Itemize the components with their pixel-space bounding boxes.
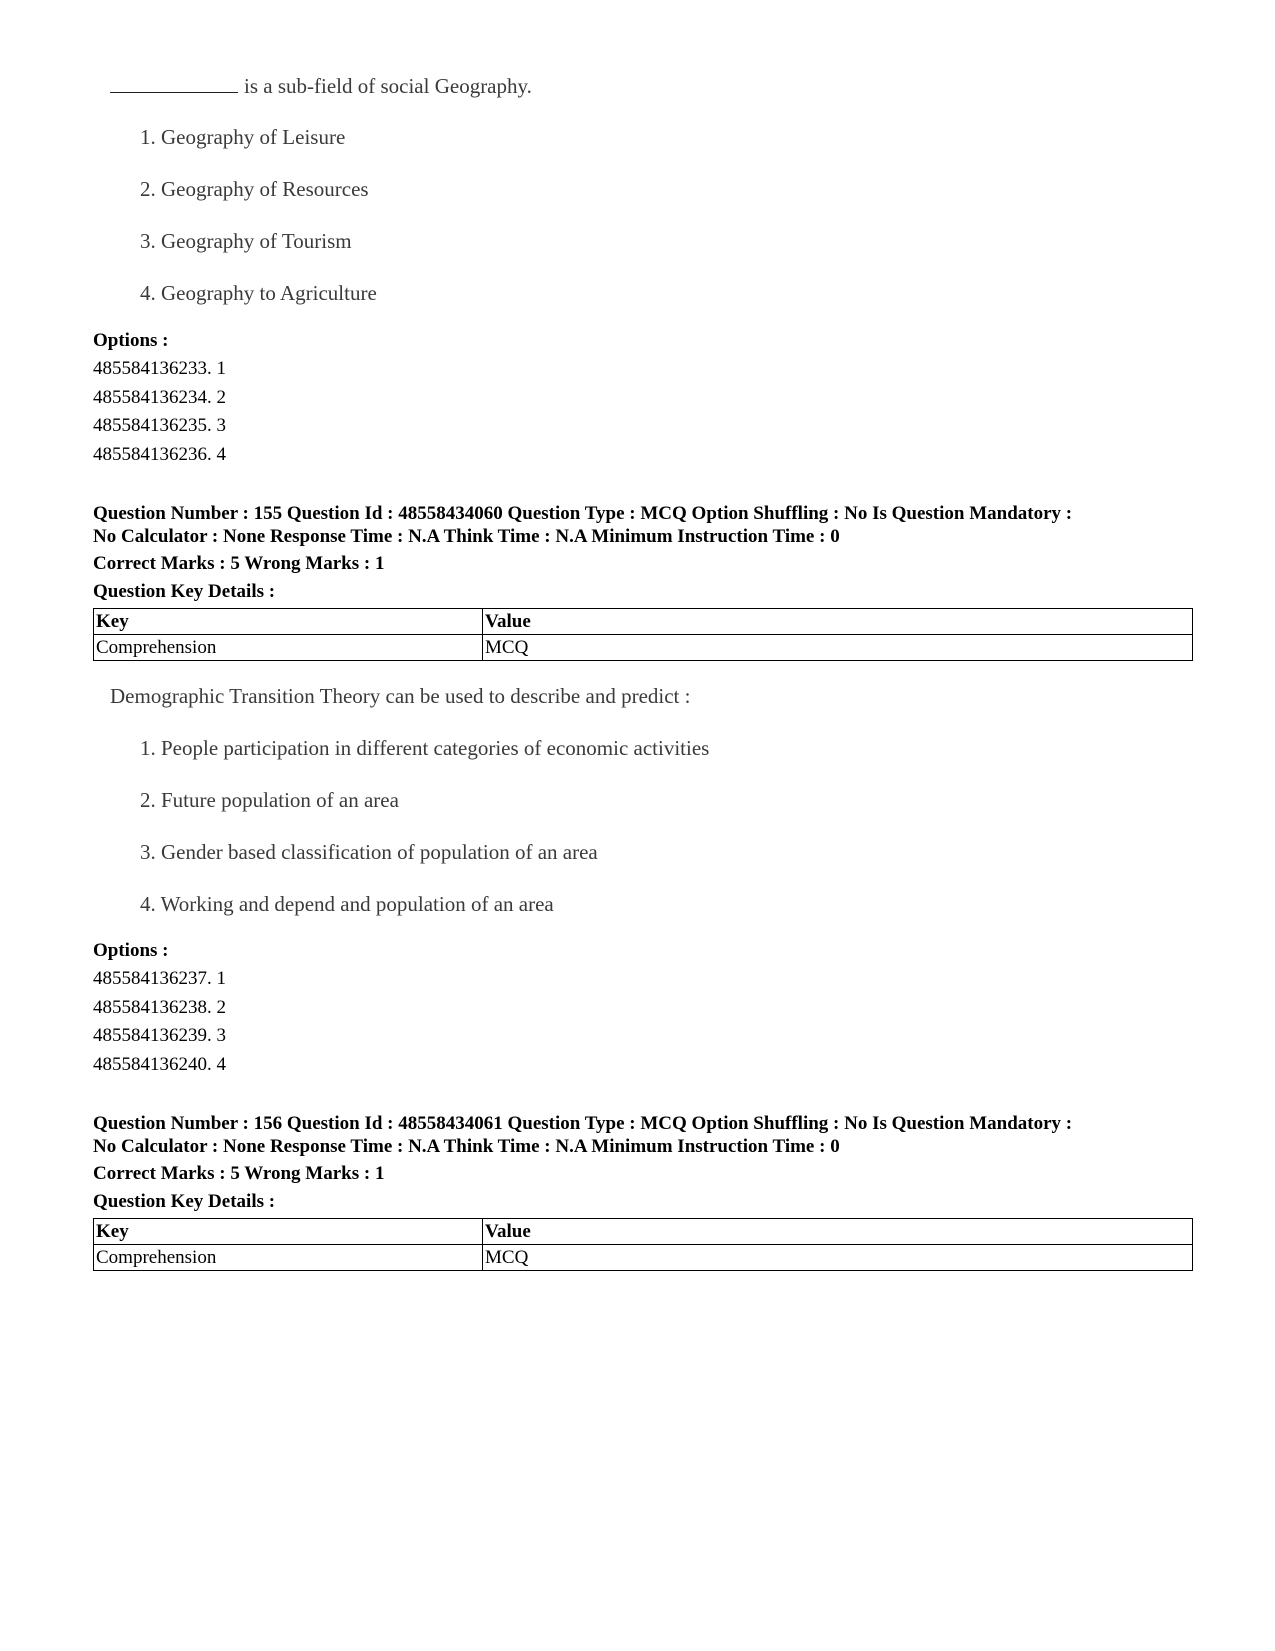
- table-cell-value: MCQ: [483, 635, 1193, 661]
- table-header-row: [94, 1219, 1193, 1245]
- key-details-table: [93, 608, 1193, 661]
- choice-2: 2. Future population of an area: [140, 788, 399, 812]
- choice-4: 4. Geography to Agriculture: [140, 281, 377, 305]
- choice-1: 1. People participation in different categories of economic activities: [140, 736, 710, 760]
- table-row: [94, 1245, 1193, 1271]
- question-stem-text: Demographic Transition Theory can be used to describe and predict :: [110, 684, 691, 708]
- option-item: 485584136240. 4: [93, 1053, 226, 1075]
- question-meta-line: Question Number : 155 Question Id : 48558434060 Question Type : MCQ Option Shuffling : No Is Question Mandatory :: [93, 503, 1073, 524]
- choice-1: 1. Geography of Leisure: [140, 125, 346, 149]
- key-details-label: Question Key Details :: [93, 581, 276, 602]
- table-header-value: Value: [483, 609, 1193, 635]
- option-item: 485584136236. 4: [93, 443, 226, 465]
- options-block-154: [93, 327, 1193, 469]
- key-details-table: [93, 1218, 1193, 1271]
- question-meta-line: Question Number : 156 Question Id : 48558434061 Question Type : MCQ Option Shuffling : No Is Question Mandatory :: [93, 1113, 1073, 1134]
- table-cell-key: Comprehension: [94, 1245, 483, 1271]
- option-item: 485584136239. 3: [93, 1025, 226, 1046]
- table-header-row: [94, 609, 1193, 635]
- question-stem: [110, 74, 532, 99]
- table-row: [94, 635, 1193, 661]
- table-header-key: Key: [94, 1219, 483, 1245]
- option-item: 485584136238. 2: [93, 996, 226, 1018]
- option-item: 485584136233. 1: [93, 358, 226, 379]
- choice-3: 3. Gender based classification of population of an area: [140, 840, 598, 864]
- question-meta-line: No Calculator : None Response Time : N.A Think Time : N.A Minimum Instruction Time : 0: [93, 1136, 840, 1157]
- option-item: 485584136235. 3: [93, 415, 226, 436]
- question-156-header: [93, 1112, 1193, 1271]
- option-item: 485584136234. 2: [93, 386, 226, 408]
- choice-3: 3. Geography of Tourism: [140, 229, 352, 253]
- options-label: Options :: [93, 330, 169, 351]
- table-header-value: Value: [483, 1219, 1193, 1245]
- choice-4: 4. Working and depend and population of an area: [140, 892, 554, 916]
- marks-line: Correct Marks : 5 Wrong Marks : 1: [93, 1163, 385, 1184]
- marks-line: Correct Marks : 5 Wrong Marks : 1: [93, 553, 385, 574]
- answer-blank: [110, 78, 238, 93]
- key-details-label: Question Key Details :: [93, 1191, 276, 1212]
- question-155-header: [93, 502, 1193, 661]
- table-cell-key: Comprehension: [94, 635, 483, 661]
- table-header-key: Key: [94, 609, 483, 635]
- options-label: Options :: [93, 940, 169, 961]
- option-item: 485584136237. 1: [93, 968, 226, 989]
- table-cell-value: MCQ: [483, 1245, 1193, 1271]
- choice-2: 2. Geography of Resources: [140, 177, 369, 201]
- options-block-155: [93, 937, 1193, 1079]
- question-stem-text: is a sub-field of social Geography.: [244, 74, 532, 98]
- question-meta-line: No Calculator : None Response Time : N.A Think Time : N.A Minimum Instruction Time : 0: [93, 526, 840, 547]
